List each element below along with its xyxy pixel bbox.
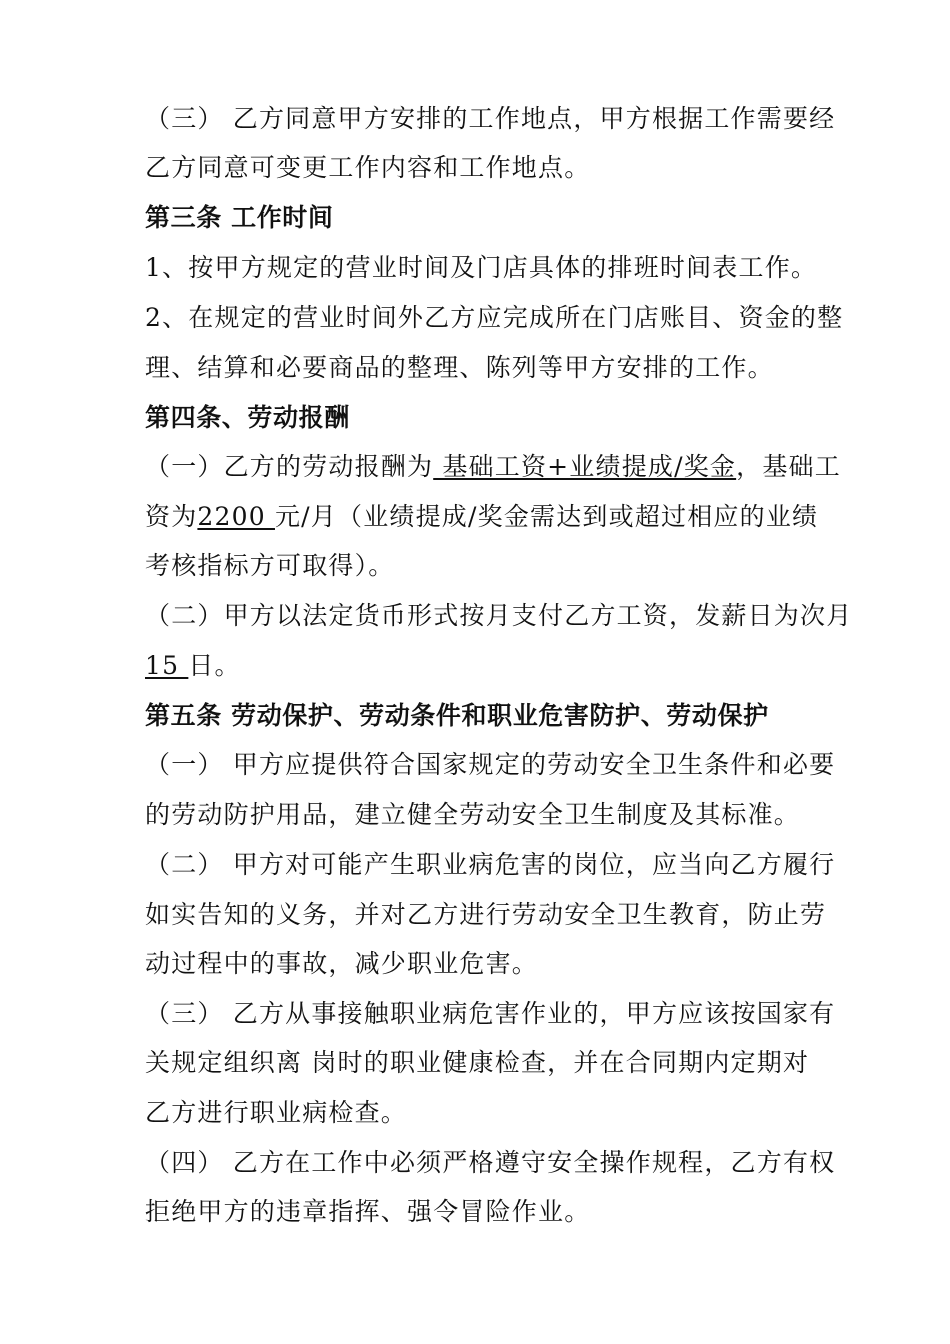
article-5-item-3-line-3: 乙方进行职业病检查。 [145, 1098, 408, 1127]
article-4-item-1-line-3: 考核指标方可取得）。 [145, 551, 395, 580]
article-3-heading: 第三条 工作时间 [145, 203, 334, 232]
article-4-item-1-line-2 [145, 500, 818, 534]
article-5-heading: 第五条 劳动保护、劳动条件和职业危害防护、劳动保护 [145, 701, 769, 730]
article-5-item-2-line-2: 如实告知的义务，并对乙方进行劳动安全卫生教育，防止劳 [145, 900, 827, 929]
article-3-item-2-line-1: 2、在规定的营业时间外乙方应完成所在门店账目、资金的整 [145, 303, 844, 332]
article-4-item-2-line-1: （二）甲方以法定货币形式按月支付乙方工资，发薪日为次月 [145, 601, 853, 630]
base-salary-amount: 2200 [197, 502, 275, 531]
article-5-item-3-line-1: （三） 乙方从事接触职业病危害作业的，甲方应该按国家有 [145, 999, 836, 1028]
article-5-item-4-line-1: （四） 乙方在工作中必须严格遵守安全操作规程，乙方有权 [145, 1148, 836, 1177]
article-5-item-4-line-2: 拒绝甲方的违章指挥、强令冒险作业。 [145, 1197, 591, 1226]
payday-value: 15 [145, 651, 189, 680]
article-5-item-2-line-1: （二） 甲方对可能产生职业病危害的岗位，应当向乙方履行 [145, 850, 836, 879]
article-4-item-2-line-2 [145, 649, 241, 683]
salary-structure-value: 基础工资+业绩提成/奖金 [433, 452, 737, 481]
article-5-item-3-line-2: 关规定组织离 岗时的职业健康检查，并在合同期内定期对 [145, 1048, 810, 1077]
salary-base-label: ，基础工 [736, 452, 841, 481]
clause-2-item-3-line-1: （三） 乙方同意甲方安排的工作地点，甲方根据工作需要经 [145, 104, 836, 133]
article-5-item-1-line-2: 的劳动防护用品，建立健全劳动安全卫生制度及其标准。 [145, 800, 801, 829]
article-3-item-1: 1、按甲方规定的营业时间及门店具体的排班时间表工作。 [145, 253, 818, 282]
article-4-heading: 第四条、劳动报酬 [145, 403, 350, 432]
salary-amount-suffix: 元/月（业绩提成/奖金需达到或超过相应的业绩 [274, 502, 819, 531]
salary-amount-prefix: 资为 [145, 502, 198, 531]
article-4-item-1-line-1 [145, 450, 841, 484]
article-5-item-1-line-1: （一） 甲方应提供符合国家规定的劳动安全卫生条件和必要 [145, 750, 836, 779]
clause-2-item-3-line-2: 乙方同意可变更工作内容和工作地点。 [145, 153, 591, 182]
salary-intro-text: （一）乙方的劳动报酬为 [145, 452, 434, 481]
article-3-item-2-line-2: 理、结算和必要商品的整理、陈列等甲方安排的工作。 [145, 353, 774, 382]
payday-suffix: 日。 [188, 651, 241, 680]
article-5-item-2-line-3: 动过程中的事故，减少职业危害。 [145, 949, 539, 978]
